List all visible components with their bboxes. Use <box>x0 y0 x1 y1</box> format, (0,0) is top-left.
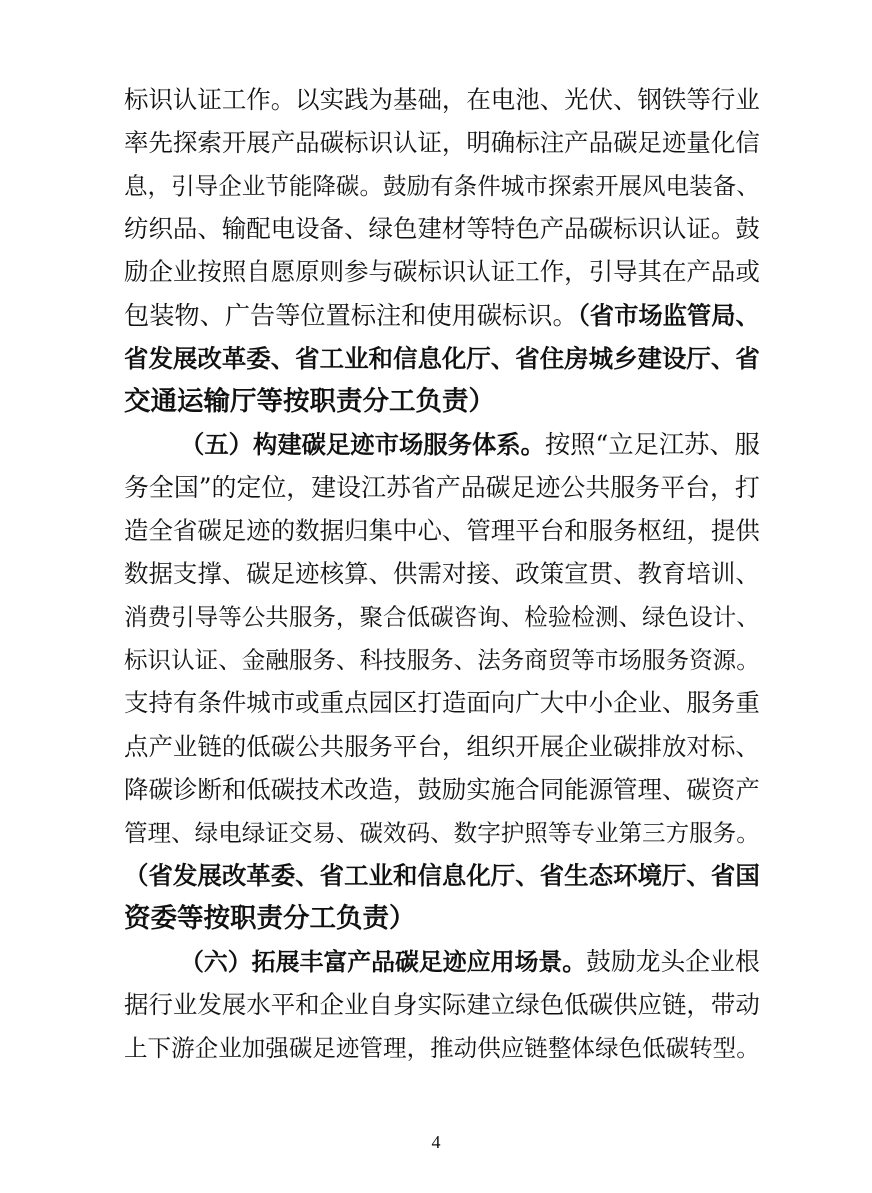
text-line <box>0 983 872 1026</box>
text-run: 励企业按照自愿原则参与碳标识认证工作，引导其在产品或 <box>124 257 760 287</box>
text-line <box>0 294 872 337</box>
text-line <box>0 552 872 595</box>
bold-text-run: （六）拓展丰富产品碳足迹应用场景。 <box>180 948 587 976</box>
text-line <box>0 207 872 250</box>
text-line <box>0 897 872 940</box>
text-line <box>0 337 872 380</box>
text-run: 标识认证工作。以实践为基础，在电池、光伏、钢铁等行业 <box>124 85 760 114</box>
bold-text-run: （五）构建碳足迹市场服务体系。 <box>180 429 545 459</box>
text-run: 息，引导企业节能降碳。鼓励有条件城市探索开展风电装备、 <box>124 172 760 201</box>
text-line <box>0 725 872 768</box>
text-line <box>0 121 872 164</box>
text-run: 消费引导等公共服务，聚合低碳咨询、检验检测、绿色设计、 <box>124 603 760 632</box>
text-line <box>0 1026 872 1069</box>
text-line <box>0 509 872 552</box>
text-line <box>0 466 872 509</box>
bold-text-run: （省发展改革委、省工业和信息化厅、省生态环境厅、省国 <box>124 860 760 890</box>
text-run: 标识认证、金融服务、科技服务、法务商贸等市场服务资源。 <box>124 646 760 675</box>
text-line <box>0 940 872 983</box>
bold-text-run: 资委等按职责分工负责） <box>124 902 416 934</box>
bold-text-run: 交通运输厅等按职责分工负责） <box>124 385 495 417</box>
text-run: 纺织品、输配电设备、绿色建材等特色产品碳标识认证。鼓 <box>124 214 760 244</box>
text-line <box>0 78 872 121</box>
text-line <box>0 638 872 681</box>
text-line <box>0 380 872 423</box>
text-run: 鼓励龙头企业根 <box>586 947 760 976</box>
text-run: 造全省碳足迹的数据归集中心、管理平台和服务枢纽，提供 <box>124 516 760 545</box>
text-run: 支持有条件城市或重点园区打造面向广大中小企业、服务重 <box>124 688 760 718</box>
text-run: 点产业链的低碳公共服务平台，组织开展企业碳排放对标、 <box>124 731 760 761</box>
text-run: 上下游企业加强碳足迹管理，推动供应链整体绿色低碳转型。 <box>124 1034 760 1063</box>
text-run: 包装物、广告等位置标注和使用碳标识。 <box>124 300 578 330</box>
text-line <box>0 768 872 811</box>
text-run: 率先探索开展产品碳标识认证，明确标注产品碳足迹量化信 <box>124 128 760 158</box>
page-number: 4 <box>431 1132 441 1152</box>
text-line <box>0 811 872 854</box>
text-line <box>0 681 872 724</box>
text-run: 据行业发展水平和企业自身实际建立绿色低碳供应链，带动 <box>124 990 760 1020</box>
text-run: 按照“立足江苏、服 <box>544 429 760 459</box>
text-run: 务全国”的定位，建设江苏省产品碳足迹公共服务平台，打 <box>124 472 760 502</box>
text-line <box>0 164 872 207</box>
text-line <box>0 595 872 638</box>
text-run: 数据支撑、碳足迹核算、供需对接、政策宣贯、教育培训、 <box>124 559 760 589</box>
bold-text-run: （省市场监管局、 <box>577 300 760 330</box>
text-line <box>0 854 872 897</box>
text-run: 管理、绿电绿证交易、碳效码、数字护照等专业第三方服务。 <box>124 818 760 847</box>
text-run: 降碳诊断和低碳技术改造，鼓励实施合同能源管理、碳资产 <box>124 774 760 804</box>
text-line <box>0 423 872 466</box>
text-line <box>0 250 872 293</box>
bold-text-run: 省发展改革委、省工业和信息化厅、省住房城乡建设厅、省 <box>124 343 760 373</box>
